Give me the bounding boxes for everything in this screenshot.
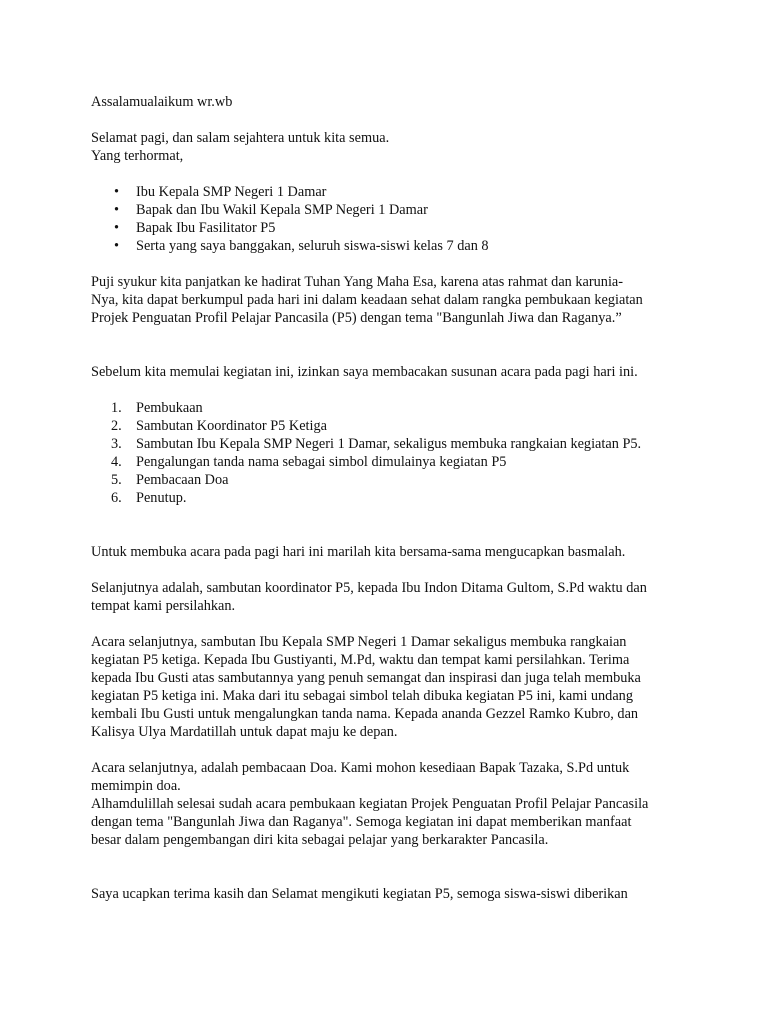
item-number: 4. [111, 454, 122, 470]
agenda-list [91, 399, 681, 507]
honoree-list [91, 183, 681, 255]
list-item: • Bapak Ibu Fasilitator P5 [114, 220, 276, 236]
paragraph-line: Untuk membuka acara pada pagi hari ini marilah kita bersama-sama mengucapkan basmalah. [91, 544, 626, 560]
agenda-item: 2. Sambutan Koordinator P5 Ketiga [111, 418, 327, 434]
item-number: 6. [111, 490, 122, 506]
paragraph-line: Saya ucapkan terima kasih dan Selamat mengikuti kegiatan P5, semoga siswa-siswi diberikan [91, 886, 628, 902]
spacer [91, 381, 681, 399]
paragraph-line: Acara selanjutnya, adalah pembacaan Doa. Kami mohon kesediaan Bapak Tazaka, S.Pd untuk [91, 760, 630, 776]
paragraph-line: kembali Ibu Gusti untuk mengalungkan tanda nama. Kepada ananda Gezzel Ramko Kubro, dan [91, 706, 639, 722]
agenda-item: 5. Pembacaan Doa [111, 472, 229, 488]
spacer [91, 849, 681, 885]
paragraph-line: Kalisya Ulya Mardatillah untuk dapat maju ke depan. [91, 724, 398, 740]
spacer [91, 615, 681, 633]
bullet-icon: • [114, 202, 120, 218]
item-number: 3. [111, 436, 122, 452]
spacer [91, 741, 681, 759]
paragraph-line: dengan tema "Bangunlah Jiwa dan Raganya". Semoga kegiatan ini dapat memberikan manfaat [91, 814, 632, 830]
intro-line: Selamat pagi, dan salam sejahtera untuk kita semua. [91, 130, 390, 146]
spacer [91, 327, 681, 363]
list-item: • Bapak dan Ibu Wakil Kepala SMP Negeri 1 Damar [114, 202, 428, 218]
bullet-icon: • [114, 184, 120, 200]
item-number: 1. [111, 400, 122, 416]
paragraph-line: kegiatan P5 ketiga ini. Maka dari itu sebagai simbol telah dibuka kegiatan P5 ini, kami undang [91, 688, 633, 704]
paragraph-line: besar dalam pengembangan diri kita sebagai pelajar yang berkarakter Pancasila. [91, 832, 549, 848]
item-number: 2. [111, 418, 122, 434]
spacer [91, 561, 681, 579]
item-number: 5. [111, 472, 122, 488]
bullet-icon: • [114, 238, 120, 254]
paragraph-line: Alhamdulillah selesai sudah acara pembukaan kegiatan Projek Penguatan Profil Pelajar Pancasila [91, 796, 649, 812]
spacer [91, 507, 681, 543]
paragraph-line: memimpin doa. [91, 778, 181, 794]
list-item: • Serta yang saya banggakan, seluruh siswa-siswi kelas 7 dan 8 [114, 238, 489, 254]
paragraph-line: Selanjutnya adalah, sambutan koordinator P5, kepada Ibu Indon Ditama Gultom, S.Pd waktu dan [91, 580, 647, 596]
intro-line: Yang terhormat, [91, 148, 184, 164]
agenda-item: 1. Pembukaan [111, 400, 203, 416]
agenda-intro: Sebelum kita memulai kegiatan ini, izinkan saya membacakan susunan acara pada pagi hari ini. [91, 364, 638, 380]
list-item: • Ibu Kepala SMP Negeri 1 Damar [114, 184, 327, 200]
paragraph-line: Nya, kita dapat berkumpul pada hari ini dalam keadaan sehat dalam rangka pembukaan kegiatan [91, 292, 643, 308]
paragraph-line: Puji syukur kita panjatkan ke hadirat Tuhan Yang Maha Esa, karena atas rahmat dan karunia- [91, 274, 624, 290]
agenda-item: 4. Pengalungan tanda nama sebagai simbol dimulainya kegiatan P5 [111, 454, 507, 470]
paragraph-line: kegiatan P5 ketiga. Kepada Ibu Gustiyanti, M.Pd, waktu dan tempat kami persilahkan. Terima [91, 652, 630, 668]
spacer [91, 111, 681, 129]
agenda-item: 3. Sambutan Ibu Kepala SMP Negeri 1 Damar, sekaligus membuka rangkaian kegiatan P5. [111, 436, 642, 452]
paragraph-line: tempat kami persilahkan. [91, 598, 236, 614]
bullet-icon: • [114, 220, 120, 236]
paragraph-line: kepada Ibu Gusti atas sambutannya yang penuh semangat dan inspirasi dan juga telah membuka [91, 670, 641, 686]
paragraph-line: Acara selanjutnya, sambutan Ibu Kepala SMP Negeri 1 Damar sekaligus membuka rangkaian [91, 634, 627, 650]
spacer [91, 165, 681, 183]
paragraph-line: Projek Penguatan Profil Pelajar Pancasila (P5) dengan tema "Bangunlah Jiwa dan Raganya.” [91, 310, 622, 326]
greeting: Assalamualaikum wr.wb [91, 94, 233, 110]
document-page [91, 93, 681, 903]
agenda-item: 6. Penutup. [111, 490, 187, 506]
spacer [91, 255, 681, 273]
